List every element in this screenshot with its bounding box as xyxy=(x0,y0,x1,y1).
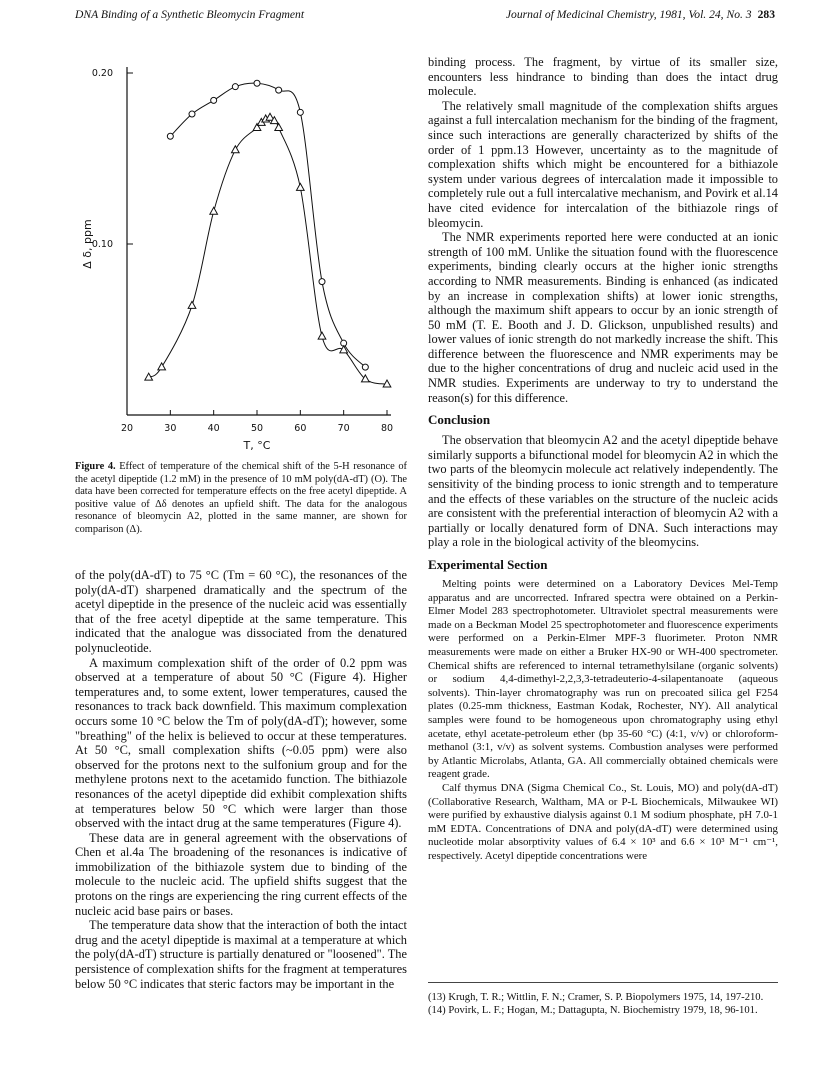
page-number: 283 xyxy=(757,8,775,21)
series-triangle-line xyxy=(149,117,387,384)
right-paragraph-1: The relatively small magnitude of the complexation shifts argues against a full intercalation mechanism for the binding of the fragment, since such interactions are generally characterized by shifts of the order of 1 ppm.13 However, uncertainty as to the magnitude of complexation shifts which might be encountered for a bithiazole system under various degrees of intercalation made it impossible to completely rule out a full intercalative mechanism, and Povirk et al.14 have cited evidence for intercalation of the bithiazole rings of bleomycin. xyxy=(428,98,778,230)
reference-13-number: (13) xyxy=(428,992,446,1003)
circle-data-point xyxy=(189,111,195,117)
left-paragraph-1: of the poly(dA-dT) to 75 °C (Tm = 60 °C), the resonances of the poly(dA-dT) sharpened dramatically and the spectrum of the acetyl dipeptide in the presence of the nucleic acid was essentially that of the free acetyl dipeptide at the same temperature. This indicated that the analogue was dissociated from the denatured polynucleotide. xyxy=(75,568,407,655)
figure-caption xyxy=(75,461,407,537)
conclusion-heading: Conclusion xyxy=(428,412,491,428)
x-axis-label: T, °C xyxy=(243,439,271,450)
y-axis-label: Δ δ, ppm xyxy=(81,219,94,269)
triangle-data-point xyxy=(296,183,304,190)
triangle-data-point xyxy=(231,146,239,153)
circle-data-point xyxy=(211,97,217,103)
experimental-heading: Experimental Section xyxy=(428,557,548,572)
figure-4-chart xyxy=(75,55,407,455)
triangle-data-point xyxy=(188,301,196,308)
left-paragraph-2: A maximum complexation shift of the order of 0.2 ppm was observed at a temperature of about 50 °C (Figure 4). Higher temperatures and, to some extent, lower temperatures, caused the resonances to track back downfield. This maximum complexation occurs some 10 °C below the Tm of poly(dA-dT); however, some "breathing" of the helix is believed to occur at these temperatures. At 50 °C, small complexation shifts (~0.05 ppm) were also observed for the protons next to the sulfonium group and for the methylene protons next to the acetamido function. The bithiazole resonances of the acetyl dipeptide did exhibit complexation shifts at temperatures below 50 °C which were larger than those observed with the intact drug at the same temperatures (Figure 4). xyxy=(75,655,407,831)
x-tick-label: 60 xyxy=(294,423,307,434)
triangle-data-point xyxy=(340,346,348,353)
y-tick-label: 0.10 xyxy=(91,239,113,250)
circle-data-point xyxy=(232,84,238,90)
reference-14 xyxy=(428,1004,778,1017)
triangle-data-point xyxy=(158,363,166,370)
triangle-data-point xyxy=(275,124,283,131)
conclusion-paragraph: The observation that bleomycin A2 and the acetyl dipeptide behave similarly supports a bifunctional model for bleomycin A2 in which the two parts of the bleomycin molecule act relatively independently. The sensitivity of the binding process to ionic strength and to temperature and the effects of these variables on the structure of the nucleic acids are consistent with the preferential interaction of bleomycin A2 with a partially or locally denatured form of DNA. Such interactions may play a role in the biological activity of the bleomycins. xyxy=(428,433,778,550)
chart-svg xyxy=(75,55,407,450)
experimental-paragraph-1: Melting points were determined on a Laboratory Devices Mel-Temp apparatus and are uncorrected. Infrared spectra were obtained on a Perkin-Elmer Model 283 spectrophotometer. Ultraviolet spectral measurements were made on a Beckman Model 25 spectrophotometer and fluorescence experiments were performed on a Perkin-Elmer MPF-3 fluorimeter. Proton NMR measurements were made on either a Bruker HX-90 or WH-400 spectrometer. Chemical shifts are referenced to internal tetramethylsilane (organic solvents) or sodium 4,4-dimethyl-2,2,3,3-tetradeuterio-4-silapentanoate (aqueous solvents). Thin-layer chromatography was run on precoated silica gel F254 plates (0.25-mm thickness, Eastman Kodak, Rochester, NY). All analytical samples were found to be homogeneous upon chromatography using ethyl acetate, ethyl acetate-petroleum ether (bp 35-60 °C) (4:1, v/v) or chloroform-methanol (3:1, v/v) as solvent systems. Combustion analyses were performed by Atlantic Microlabs, Atlanta, GA. All commercially obtained chemicals were reagent grade. xyxy=(428,578,778,781)
x-tick-label: 80 xyxy=(380,423,394,434)
running-title: DNA Binding of a Synthetic Bleomycin Fragment xyxy=(75,8,305,21)
circle-data-point xyxy=(319,279,325,285)
circle-data-point xyxy=(276,87,282,93)
figure-caption-label: Figure 4. xyxy=(75,461,116,472)
figure-caption-text: Effect of temperature of the chemical shift of the 5-H resonance of the acetyl dipeptide (1.2 mM) in the presence of 10 mM poly(dA-dT) (O). The data have been corrected for temperature effects on the free acetyl dipeptide. A positive value of Δδ denotes an upfield shift. The data for the analogous resonance of bleomycin A2, plotted in the same manner, are shown for comparison (Δ). xyxy=(75,461,407,535)
reference-14-number: (14) xyxy=(428,1005,446,1016)
y-tick-label: 0.20 xyxy=(91,68,113,79)
reference-14-text: Povirk, L. F.; Hogan, M.; Dattagupta, N. Biochemistry 1979, 18, 96-101. xyxy=(448,1005,758,1016)
circle-data-point xyxy=(297,109,303,115)
right-paragraph-2: The NMR experiments reported here were conducted at an ionic strength of 100 mM. Unlike the situation found with the fluorescence experiments, binding clearly occurs at the higher ionic strengths according to NMR measurements. Binding is enhanced (as indicated by an increase in complexation shifts) at lower ionic strengths, although the maximum shift appears to occur by an ionic strength of 50 mM (T. E. Booth and J. D. Glickson, unpublished results) and lower values of ionic strength do not markedly increase the shift. This difference between the fluorescence and NMR experiments may be due to the higher concentrations of drug and nucleic acid used in the NMR studies. Experiments are underway to try to understand the reason(s) for this difference. xyxy=(428,230,778,405)
journal-citation xyxy=(506,8,775,21)
x-tick-label: 40 xyxy=(207,423,220,434)
right-paragraph-0: binding process. The fragment, by virtue of its smaller size, encounters less hindrance to binding than does the intact drug molecule. xyxy=(428,55,778,99)
circle-data-point xyxy=(254,80,260,86)
x-tick-label: 50 xyxy=(250,423,264,434)
running-header xyxy=(75,8,775,26)
series-circle-line xyxy=(170,83,365,367)
journal-name: Journal of Medicinal Chemistry, 1981, Vol. 24, No. 3 xyxy=(505,8,752,21)
circle-data-point xyxy=(167,133,173,139)
experimental-paragraph-2: Calf thymus DNA (Sigma Chemical Co., St. Louis, MO) and poly(dA-dT) (Collaborative Research, Waltham, MA or P-L Biochemicals, Milwaukee WI) were purified by exhaustive dialysis against 0.1 M sodium phosphate, pH 7.0-1 mM EDTA. Concentrations of DNA and poly(dA-dT) were determined using nucleotide molar absorptivity values of 6.4 × 10³ and 6.6 × 10³ M⁻¹ cm⁻¹, respectively. Acetyl dipeptide concentrations were xyxy=(428,781,778,862)
reference-13 xyxy=(428,991,778,1004)
circle-data-point xyxy=(362,364,368,370)
left-column xyxy=(75,568,407,991)
footnote-references xyxy=(428,982,778,1017)
reference-13-text: Krugh, T. R.; Wittlin, F. N.; Cramer, S. P. Biopolymers 1975, 14, 197-210. xyxy=(448,992,764,1003)
triangle-data-point xyxy=(318,332,326,339)
left-paragraph-4: The temperature data show that the interaction of both the intact drug and the acetyl dipeptide is maximal at a temperature at which the poly(dA-dT) structure is partially denatured or "loosened". The persistence of complexation shifts for the fragment at temperatures below 50 °C indicates that steric factors may be important in the xyxy=(75,918,407,991)
x-tick-label: 20 xyxy=(120,423,134,434)
right-column xyxy=(428,55,778,863)
left-paragraph-3: These data are in general agreement with the observations of Chen et al.4a The broadening of the resonances is indicative of immobilization of the bithiazole system due to binding of the molecule to the nucleic acid. The upfield shifts suggest that the protons on the rings are experiencing the ring current effects of the nucleic acid base pairs or bases. xyxy=(75,830,407,918)
triangle-data-point xyxy=(210,207,218,214)
x-tick-label: 70 xyxy=(337,423,350,434)
x-tick-label: 30 xyxy=(164,423,177,434)
